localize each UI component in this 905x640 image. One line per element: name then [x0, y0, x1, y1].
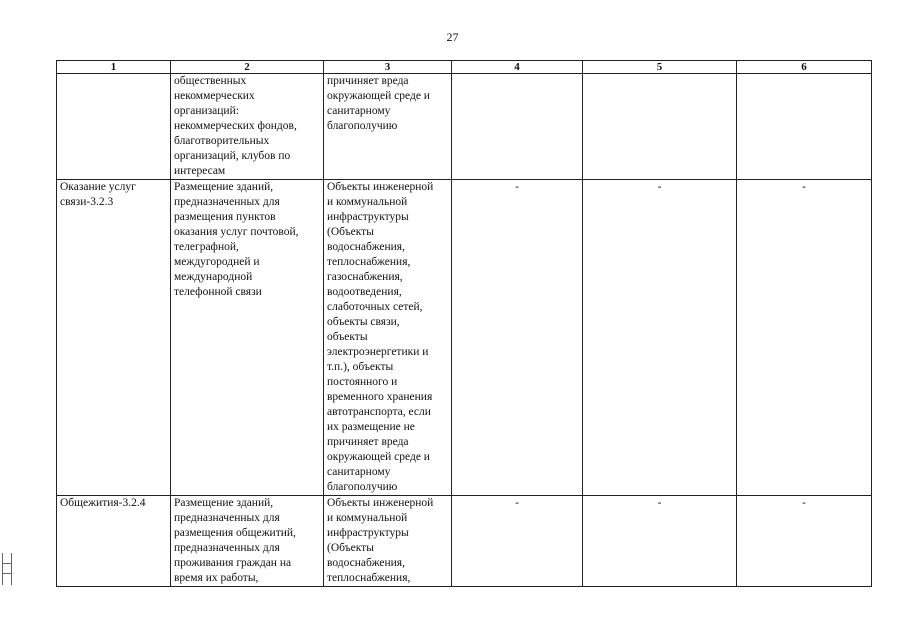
table-cell: Размещение зданий, предназначенных для размещения пунктов оказания услуг почтовой, телеграфной, междугородней и международной телефонной связи — [171, 180, 324, 496]
table-cell: - — [583, 180, 737, 496]
table-cell: общественных некоммерческих организаций: некоммерческих фондов, благотворительных организаций, клубов по интересам — [171, 74, 324, 180]
margin-scan-mark — [2, 553, 12, 585]
table-cell: причиняет вреда окружающей среде и санитарному благополучию — [324, 74, 452, 180]
table-cell: Оказание услуг связи-3.2.3 — [57, 180, 171, 496]
table-cell: Объекты инженерной и коммунальной инфраструктуры (Объекты водоснабжения, теплоснабжения, газоснабжения, водоотведения, слаботочных сетей, объекты связи, объекты электроэнергетики и т.п.), объекты постоянного и временного хранения автотранспорта, если их размещение не причиняет вреда окружающей среде и санитарному благополучию — [324, 180, 452, 496]
table-cell: Общежития-3.2.4 — [57, 496, 171, 587]
table-cell: - — [452, 180, 583, 496]
table-cell — [57, 74, 171, 180]
table-cell — [737, 74, 872, 180]
table-cell — [452, 74, 583, 180]
page-number: 27 — [446, 30, 459, 44]
table-cell: - — [452, 496, 583, 587]
table-cell: - — [583, 496, 737, 587]
land-use-table — [56, 60, 872, 587]
table-cell — [583, 74, 737, 180]
column-header: 3 — [324, 61, 452, 74]
table-row — [57, 180, 872, 496]
column-header: 4 — [452, 61, 583, 74]
table-cell: Размещение зданий, предназначенных для размещения общежитий, предназначенных для проживания граждан на время их работы, — [171, 496, 324, 587]
table-cell: - — [737, 496, 872, 587]
table-cell: - — [737, 180, 872, 496]
table-row — [57, 74, 872, 180]
column-header: 1 — [57, 61, 171, 74]
table-header-row — [57, 61, 872, 74]
column-header: 2 — [171, 61, 324, 74]
column-header: 6 — [737, 61, 872, 74]
table-cell: Объекты инженерной и коммунальной инфраструктуры (Объекты водоснабжения, теплоснабжения, — [324, 496, 452, 587]
table-row — [57, 496, 872, 587]
column-header: 5 — [583, 61, 737, 74]
